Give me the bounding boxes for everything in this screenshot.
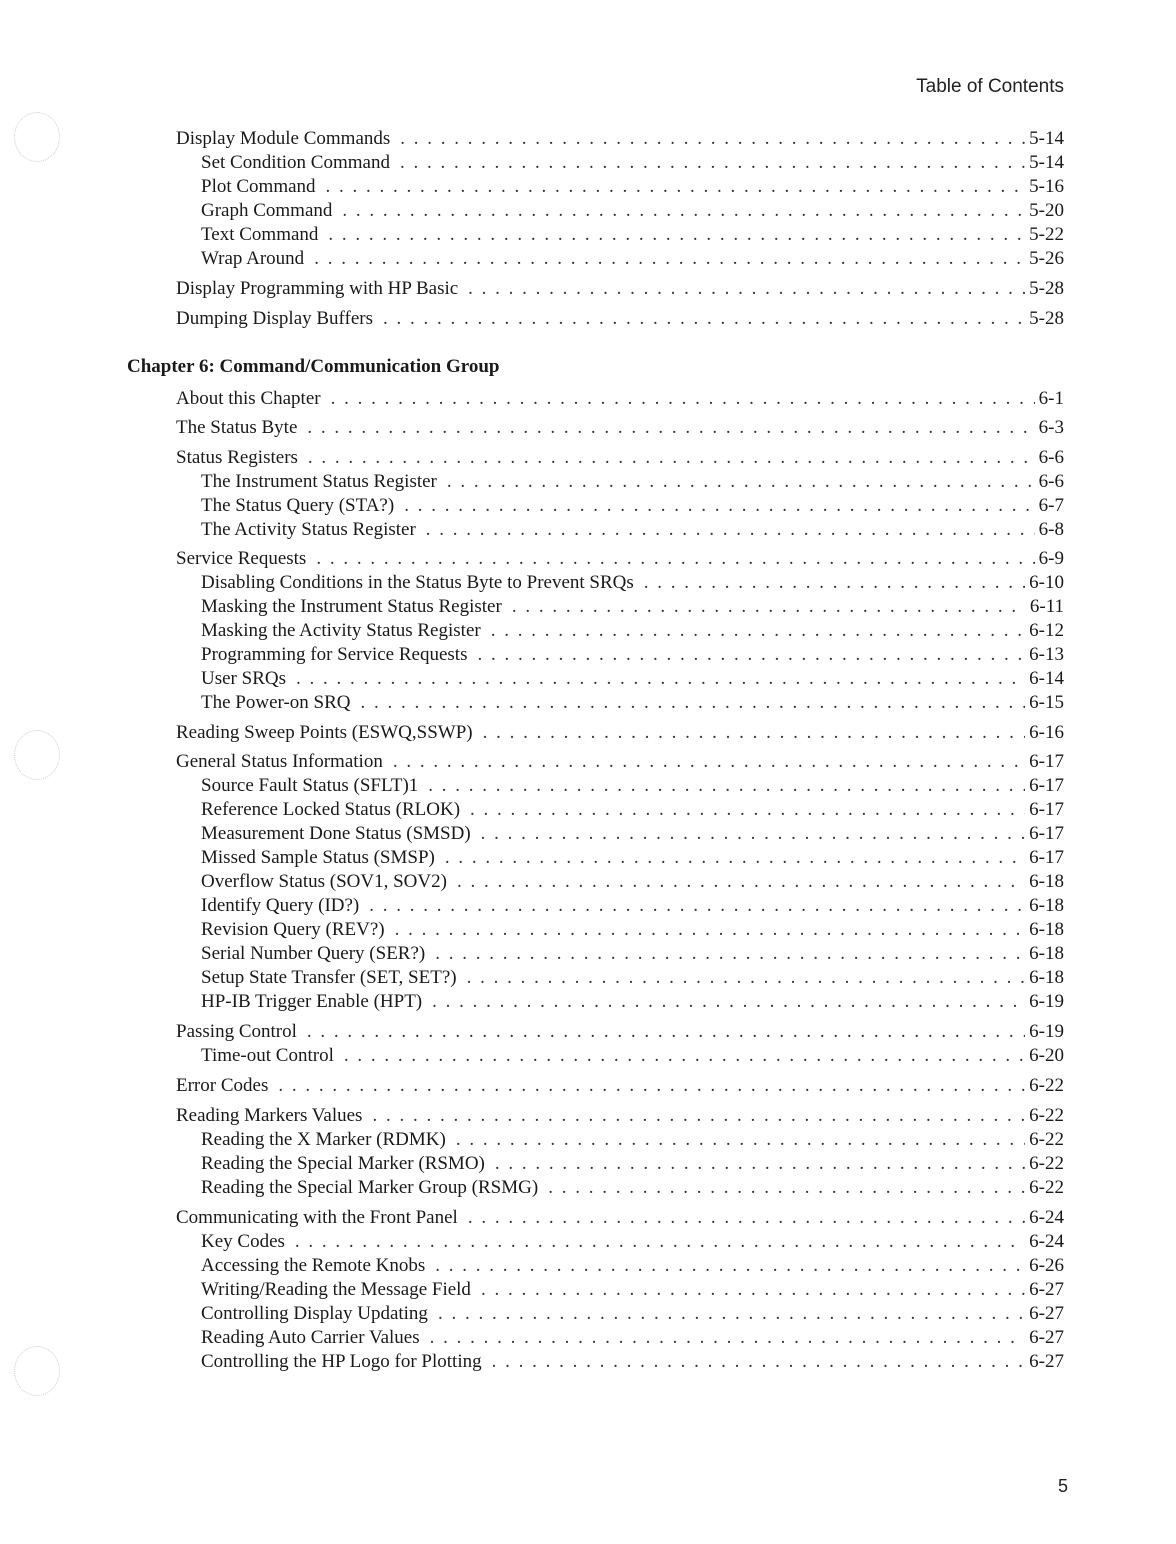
toc-page: 6-27 [1029, 1303, 1064, 1324]
toc-page: 6-18 [1029, 919, 1064, 940]
toc-entry[interactable] [176, 1021, 1064, 1043]
toc-title: HP-IB Trigger Enable (HPT) [201, 991, 423, 1012]
dot-leader [307, 1021, 1025, 1043]
toc-entry[interactable] [201, 1177, 1064, 1199]
dot-leader [328, 224, 1025, 246]
toc-entry[interactable] [201, 224, 1064, 246]
toc-title: Text Command [201, 224, 319, 245]
toc-page: 6-14 [1029, 668, 1064, 689]
dot-leader [548, 1177, 1025, 1199]
toc-title: The Status Query (STA?) [201, 495, 395, 516]
running-header: Table of Contents [916, 76, 1064, 97]
dot-leader [445, 847, 1025, 869]
chapter-heading: Chapter 6: Command/Communication Group [127, 356, 500, 377]
toc-title: Reading the X Marker (RDMK) [201, 1129, 446, 1150]
dot-leader [438, 1303, 1025, 1325]
toc-page: 6-19 [1029, 1021, 1064, 1042]
toc-entry[interactable] [176, 1207, 1064, 1229]
dot-leader [372, 1105, 1025, 1127]
toc-title: Controlling the HP Logo for Plotting [201, 1351, 482, 1372]
toc-entry[interactable] [201, 1231, 1064, 1253]
toc-entry[interactable] [201, 871, 1064, 893]
dot-leader [467, 967, 1026, 989]
toc-title: Display Module Commands [176, 128, 391, 149]
toc-entry[interactable] [201, 495, 1064, 517]
toc-entry[interactable] [201, 176, 1064, 198]
toc-title: User SRQs [201, 668, 286, 689]
dot-leader [400, 152, 1025, 174]
toc-title: Reference Locked Status (RLOK) [201, 799, 461, 820]
toc-entry[interactable] [201, 471, 1064, 493]
toc-title: Identify Query (ID?) [201, 895, 360, 916]
toc-entry[interactable] [201, 152, 1064, 174]
toc-title: Time-out Control [201, 1045, 334, 1066]
toc-page: 6-20 [1029, 1045, 1064, 1066]
toc-page: 6-16 [1029, 722, 1064, 743]
toc-page: 6-27 [1029, 1327, 1064, 1348]
dot-leader [470, 799, 1025, 821]
dot-leader [432, 991, 1025, 1013]
toc-page: 6-22 [1029, 1105, 1064, 1126]
toc-entry[interactable] [201, 644, 1064, 666]
toc-page: 6-22 [1029, 1075, 1064, 1096]
toc-entry[interactable] [201, 572, 1064, 594]
toc-entry[interactable] [201, 967, 1064, 989]
toc-title: The Power-on SRQ [201, 692, 351, 713]
toc-page: 6-17 [1029, 751, 1064, 772]
dot-leader [477, 644, 1025, 666]
toc-entry[interactable] [201, 1351, 1064, 1373]
toc-entry[interactable] [176, 308, 1064, 330]
toc-entry[interactable] [201, 692, 1064, 714]
toc-entry[interactable] [201, 1303, 1064, 1325]
toc-entry[interactable] [176, 548, 1064, 570]
toc-title: Writing/Reading the Message Field [201, 1279, 471, 1300]
dot-leader [456, 1129, 1025, 1151]
toc-entry[interactable] [176, 417, 1064, 439]
toc-title: Reading Sweep Points (ESWQ,SSWP) [176, 722, 473, 743]
toc-page: 6-9 [1038, 548, 1064, 569]
toc-page: 6-24 [1029, 1207, 1064, 1228]
toc-entry[interactable] [201, 943, 1064, 965]
toc-page: 6-17 [1029, 847, 1064, 868]
dot-leader [383, 308, 1025, 330]
toc-page: 6-6 [1038, 447, 1064, 468]
dot-leader [492, 1351, 1026, 1373]
toc-entry[interactable] [176, 447, 1064, 469]
page-number: 5 [1057, 1476, 1068, 1496]
toc-page: 6-7 [1038, 495, 1064, 516]
toc-page: 5-22 [1029, 224, 1064, 245]
toc-entry[interactable] [201, 895, 1064, 917]
punch-hole-lower [14, 1346, 60, 1396]
toc-entry[interactable] [201, 200, 1064, 222]
toc-page: 6-18 [1029, 943, 1064, 964]
dot-leader [326, 176, 1026, 198]
toc-page: 6-22 [1029, 1129, 1064, 1150]
toc-entry[interactable] [201, 1279, 1064, 1301]
toc-title: Measurement Done Status (SMSD) [201, 823, 471, 844]
toc-entry[interactable] [176, 1105, 1064, 1127]
dot-leader [428, 775, 1025, 797]
dot-leader [481, 823, 1026, 845]
toc-page: 6-6 [1038, 471, 1064, 492]
toc-title: The Status Byte [176, 417, 298, 438]
toc-entry[interactable] [201, 1153, 1064, 1175]
toc-page: 5-16 [1029, 176, 1064, 197]
dot-leader [307, 417, 1034, 439]
toc-page: 6-24 [1029, 1231, 1064, 1252]
toc-title: Accessing the Remote Knobs [201, 1255, 426, 1276]
toc-title: Disabling Conditions in the Status Byte to Prevent SRQs [201, 572, 634, 593]
dot-leader [430, 1327, 1026, 1349]
toc-title: Communicating with the Front Panel [176, 1207, 458, 1228]
toc-title: Display Programming with HP Basic [176, 278, 459, 299]
toc-page: 6-8 [1038, 519, 1064, 540]
toc-title: The Activity Status Register [201, 519, 416, 540]
toc-page: 5-20 [1029, 200, 1064, 221]
dot-leader [295, 1231, 1025, 1253]
toc-title: Masking the Activity Status Register [201, 620, 481, 641]
toc-page: 6-17 [1029, 823, 1064, 844]
toc-entry[interactable] [201, 248, 1064, 270]
toc-title: Dumping Display Buffers [176, 308, 374, 329]
dot-leader [344, 1045, 1025, 1067]
toc-entry[interactable] [201, 1327, 1064, 1349]
dot-leader [495, 1153, 1025, 1175]
toc-entry[interactable] [176, 278, 1064, 300]
toc-entry[interactable] [201, 847, 1064, 869]
toc-page: 6-22 [1029, 1177, 1064, 1198]
toc-entry[interactable] [201, 823, 1064, 845]
toc-title: Controlling Display Updating [201, 1303, 428, 1324]
dot-leader [457, 871, 1025, 893]
dot-leader [426, 519, 1035, 541]
toc-page: 6-26 [1029, 1255, 1064, 1276]
toc-title: Error Codes [176, 1075, 269, 1096]
toc-page: 6-18 [1029, 967, 1064, 988]
toc-page: 5-14 [1029, 152, 1064, 173]
toc-page: 6-27 [1029, 1279, 1064, 1300]
toc-page: 6-13 [1029, 644, 1064, 665]
dot-leader [395, 919, 1026, 941]
toc-title: Setup State Transfer (SET, SET?) [201, 967, 457, 988]
toc-page: 5-28 [1029, 308, 1064, 329]
toc-title: Serial Number Query (SER?) [201, 943, 426, 964]
toc-entry[interactable] [201, 620, 1064, 642]
toc-entry[interactable] [176, 722, 1064, 744]
toc-page: 6-3 [1038, 417, 1064, 438]
toc-page: 6-10 [1029, 572, 1064, 593]
dot-leader [644, 572, 1025, 594]
toc-title: Graph Command [201, 200, 333, 221]
toc-title: About this Chapter [176, 388, 321, 409]
toc-title: General Status Information [176, 751, 383, 772]
dot-leader [404, 495, 1034, 517]
toc-title: Overflow Status (SOV1, SOV2) [201, 871, 447, 892]
toc-entry[interactable] [201, 1129, 1064, 1151]
toc-title: Plot Command [201, 176, 316, 197]
toc-page: 6-18 [1029, 895, 1064, 916]
dot-leader [447, 471, 1035, 493]
toc-page: 6-18 [1029, 871, 1064, 892]
toc-page: 6-17 [1029, 775, 1064, 796]
toc-title: Service Requests [176, 548, 307, 569]
toc-entry[interactable] [201, 596, 1064, 618]
dot-leader [483, 722, 1026, 744]
dot-leader [468, 1207, 1025, 1229]
toc-title: Key Codes [201, 1231, 285, 1252]
toc-title: Set Condition Command [201, 152, 390, 173]
toc-entry[interactable] [176, 388, 1064, 410]
dot-leader [316, 548, 1034, 570]
punch-hole-middle [14, 730, 60, 780]
dot-leader [435, 943, 1025, 965]
toc-title: Missed Sample Status (SMSP) [201, 847, 435, 868]
toc-title: Revision Query (REV?) [201, 919, 385, 940]
dot-leader [481, 1279, 1025, 1301]
toc-title: Wrap Around [201, 248, 305, 269]
dot-leader [491, 620, 1025, 642]
dot-leader [512, 596, 1026, 618]
toc-page: 6-19 [1029, 991, 1064, 1012]
dot-leader [342, 200, 1025, 222]
toc-page: 6-27 [1029, 1351, 1064, 1372]
punch-hole-top [14, 112, 60, 162]
toc-entry[interactable] [201, 668, 1064, 690]
dot-leader [278, 1075, 1025, 1097]
toc-page: 6-22 [1029, 1153, 1064, 1174]
toc-title: The Instrument Status Register [201, 471, 437, 492]
dot-leader [393, 751, 1025, 773]
toc-entry[interactable] [201, 1255, 1064, 1277]
toc-page: 6-11 [1029, 596, 1064, 617]
toc-page: 5-14 [1029, 128, 1064, 149]
dot-leader [435, 1255, 1025, 1277]
toc-page: 6-12 [1029, 620, 1064, 641]
toc-title: Reading the Special Marker Group (RSMG) [201, 1177, 539, 1198]
toc-entry[interactable] [176, 1075, 1064, 1097]
dot-leader [400, 128, 1025, 150]
toc-entry[interactable] [201, 919, 1064, 941]
toc-title: Reading Auto Carrier Values [201, 1327, 420, 1348]
dot-leader [468, 278, 1025, 300]
toc-title: Source Fault Status (SFLT)1 [201, 775, 419, 796]
dot-leader [331, 388, 1035, 410]
toc-page: 6-17 [1029, 799, 1064, 820]
toc-title: Status Registers [176, 447, 298, 468]
toc-title: Reading Markers Values [176, 1105, 363, 1126]
toc-entry[interactable] [176, 128, 1064, 150]
toc-page: 5-28 [1029, 278, 1064, 299]
toc-title: Reading the Special Marker (RSMO) [201, 1153, 485, 1174]
toc-page: 5-26 [1029, 248, 1064, 269]
toc-entry[interactable] [201, 799, 1064, 821]
toc-entry[interactable] [201, 991, 1064, 1013]
dot-leader [308, 447, 1035, 469]
toc-entry[interactable] [201, 519, 1064, 541]
toc-entry[interactable] [201, 775, 1064, 797]
toc-entry[interactable] [201, 1045, 1064, 1067]
dot-leader [369, 895, 1025, 917]
toc-title: Masking the Instrument Status Register [201, 596, 502, 617]
toc-title: Programming for Service Requests [201, 644, 468, 665]
toc-entry[interactable] [176, 751, 1064, 773]
toc-page: 6-15 [1029, 692, 1064, 713]
dot-leader [361, 692, 1026, 714]
dot-leader [314, 248, 1025, 270]
toc-title: Passing Control [176, 1021, 297, 1042]
dot-leader [296, 668, 1025, 690]
toc-page: 6-1 [1038, 388, 1064, 409]
